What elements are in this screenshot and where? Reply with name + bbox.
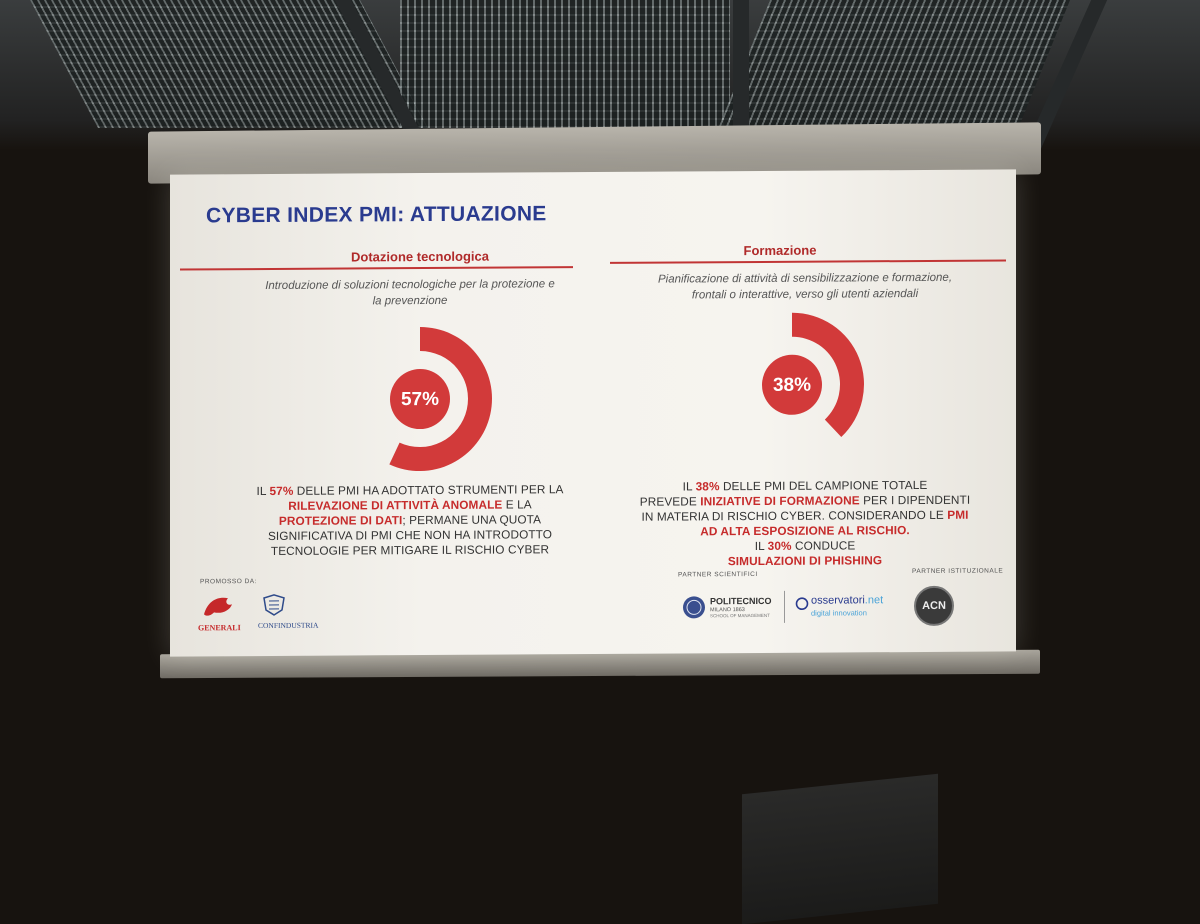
body-text-segment: IL (682, 479, 696, 494)
acn-wordmark: ACN (922, 599, 946, 612)
generali-lion-icon (198, 592, 238, 618)
section-subtitle-right (615, 270, 995, 304)
body-text-segment: CONDUCE (791, 538, 856, 553)
highlight-text: 38% (695, 479, 720, 494)
ceiling-grille-right (718, 0, 1070, 128)
body-text-segment: TECNOLOGIE PER MITIGARE IL RISCHIO CYBER (270, 542, 550, 558)
body-text-segment: IN MATERIA DI RISCHIO CYBER. CONSIDERANDO LE (641, 507, 948, 524)
body-text-segment: PREVEDE (639, 494, 701, 509)
section-heading-formazione: Formazione (743, 242, 817, 259)
body-text-line (230, 542, 590, 559)
confindustria-logo (258, 594, 328, 634)
section-heading-dotazione: Dotazione tecnologica (351, 248, 489, 265)
section-subtitle-left (240, 276, 580, 310)
section-divider-right (610, 259, 1006, 263)
promoted-by-label: PROMOSSO DA: (200, 578, 257, 586)
highlight-text: RILEVAZIONE DI ATTIVITÀ ANOMALE (288, 497, 503, 513)
subtitle-line: Introduzione di soluzioni tecnologiche per la protezione e (265, 278, 555, 293)
projection-screen (170, 169, 1016, 656)
body-text-segment: ; PERMANE UNA QUOTA (402, 512, 542, 528)
body-text-line (625, 508, 985, 525)
percent-label-left: 57% (400, 388, 440, 411)
confindustria-emblem-icon (262, 594, 286, 616)
ceiling-grille-center (400, 0, 730, 128)
osservatori-bubble-icon (795, 597, 809, 611)
donut-chart-left (348, 312, 518, 483)
body-text-right (625, 478, 985, 570)
body-text-segment: PER I DIPENDENTI (859, 492, 971, 508)
generali-logo (198, 592, 244, 632)
highlight-text: PROTEZIONE DI DATI (278, 513, 403, 528)
body-text-left (230, 482, 590, 559)
politecnico-subtitle: MILANO 1863 (710, 607, 745, 614)
politecnico-wordmark: POLITECNICO (710, 595, 772, 607)
body-text-line (230, 482, 590, 499)
section-divider-left (180, 266, 573, 270)
body-text-segment: IL (754, 538, 768, 554)
highlight-text: SIMULAZIONI DI PHISHING (727, 553, 883, 569)
osservatori-net: .net (864, 594, 884, 607)
percent-label-right: 38% (772, 374, 812, 396)
acn-logo (914, 586, 954, 626)
slide-title: CYBER INDEX PMI: ATTUAZIONE (206, 202, 547, 228)
subtitle-line: frontali o interattive, verso gli utenti aziendali (691, 288, 919, 302)
osservatori-logo (795, 594, 915, 625)
osservatori-wordmark (811, 594, 883, 606)
confindustria-wordmark: CONFINDUSTRIA (258, 620, 319, 631)
politecnico-logo (682, 595, 792, 626)
generali-wordmark: GENERALI (198, 623, 241, 633)
highlight-text: PMI (947, 507, 969, 522)
highlight-text: INIZIATIVE DI FORMAZIONE (700, 493, 860, 509)
osservatori-subtitle: digital innovation (811, 608, 867, 618)
body-text-segment: DELLE PMI DEL CAMPIONE TOTALE (719, 477, 928, 494)
subtitle-line: la prevenzione (372, 294, 448, 308)
subtitle-line: Pianificazione di attività di sensibilizzazione e formazione, (657, 271, 953, 286)
body-text-segment: SIGNIFICATIVA DI PMI CHE NON HA INTRODOTTO (267, 527, 553, 543)
highlight-text: 57% (269, 483, 294, 498)
institutional-partner-label: PARTNER ISTITUZIONALE (912, 567, 1004, 576)
highlight-text: 30% (767, 538, 792, 553)
politecnico-school: SCHOOL OF MANAGEMENT (710, 612, 770, 619)
body-text-segment: DELLE PMI HA ADOTTATO STRUMENTI PER LA (293, 482, 564, 498)
scientific-partner-label: PARTNER SCIENTIFICI (678, 570, 758, 579)
body-text-segment: IL (256, 483, 270, 499)
highlight-text: AD ALTA ESPOSIZIONE AL RISCHIO. (700, 523, 910, 539)
politecnico-seal-icon (682, 595, 706, 619)
donut-chart-right (720, 308, 890, 479)
laptop-lid (742, 774, 938, 924)
partner-divider (784, 591, 785, 623)
osservatori-name: osservatori (811, 594, 865, 607)
body-text-segment: E LA (502, 497, 532, 512)
